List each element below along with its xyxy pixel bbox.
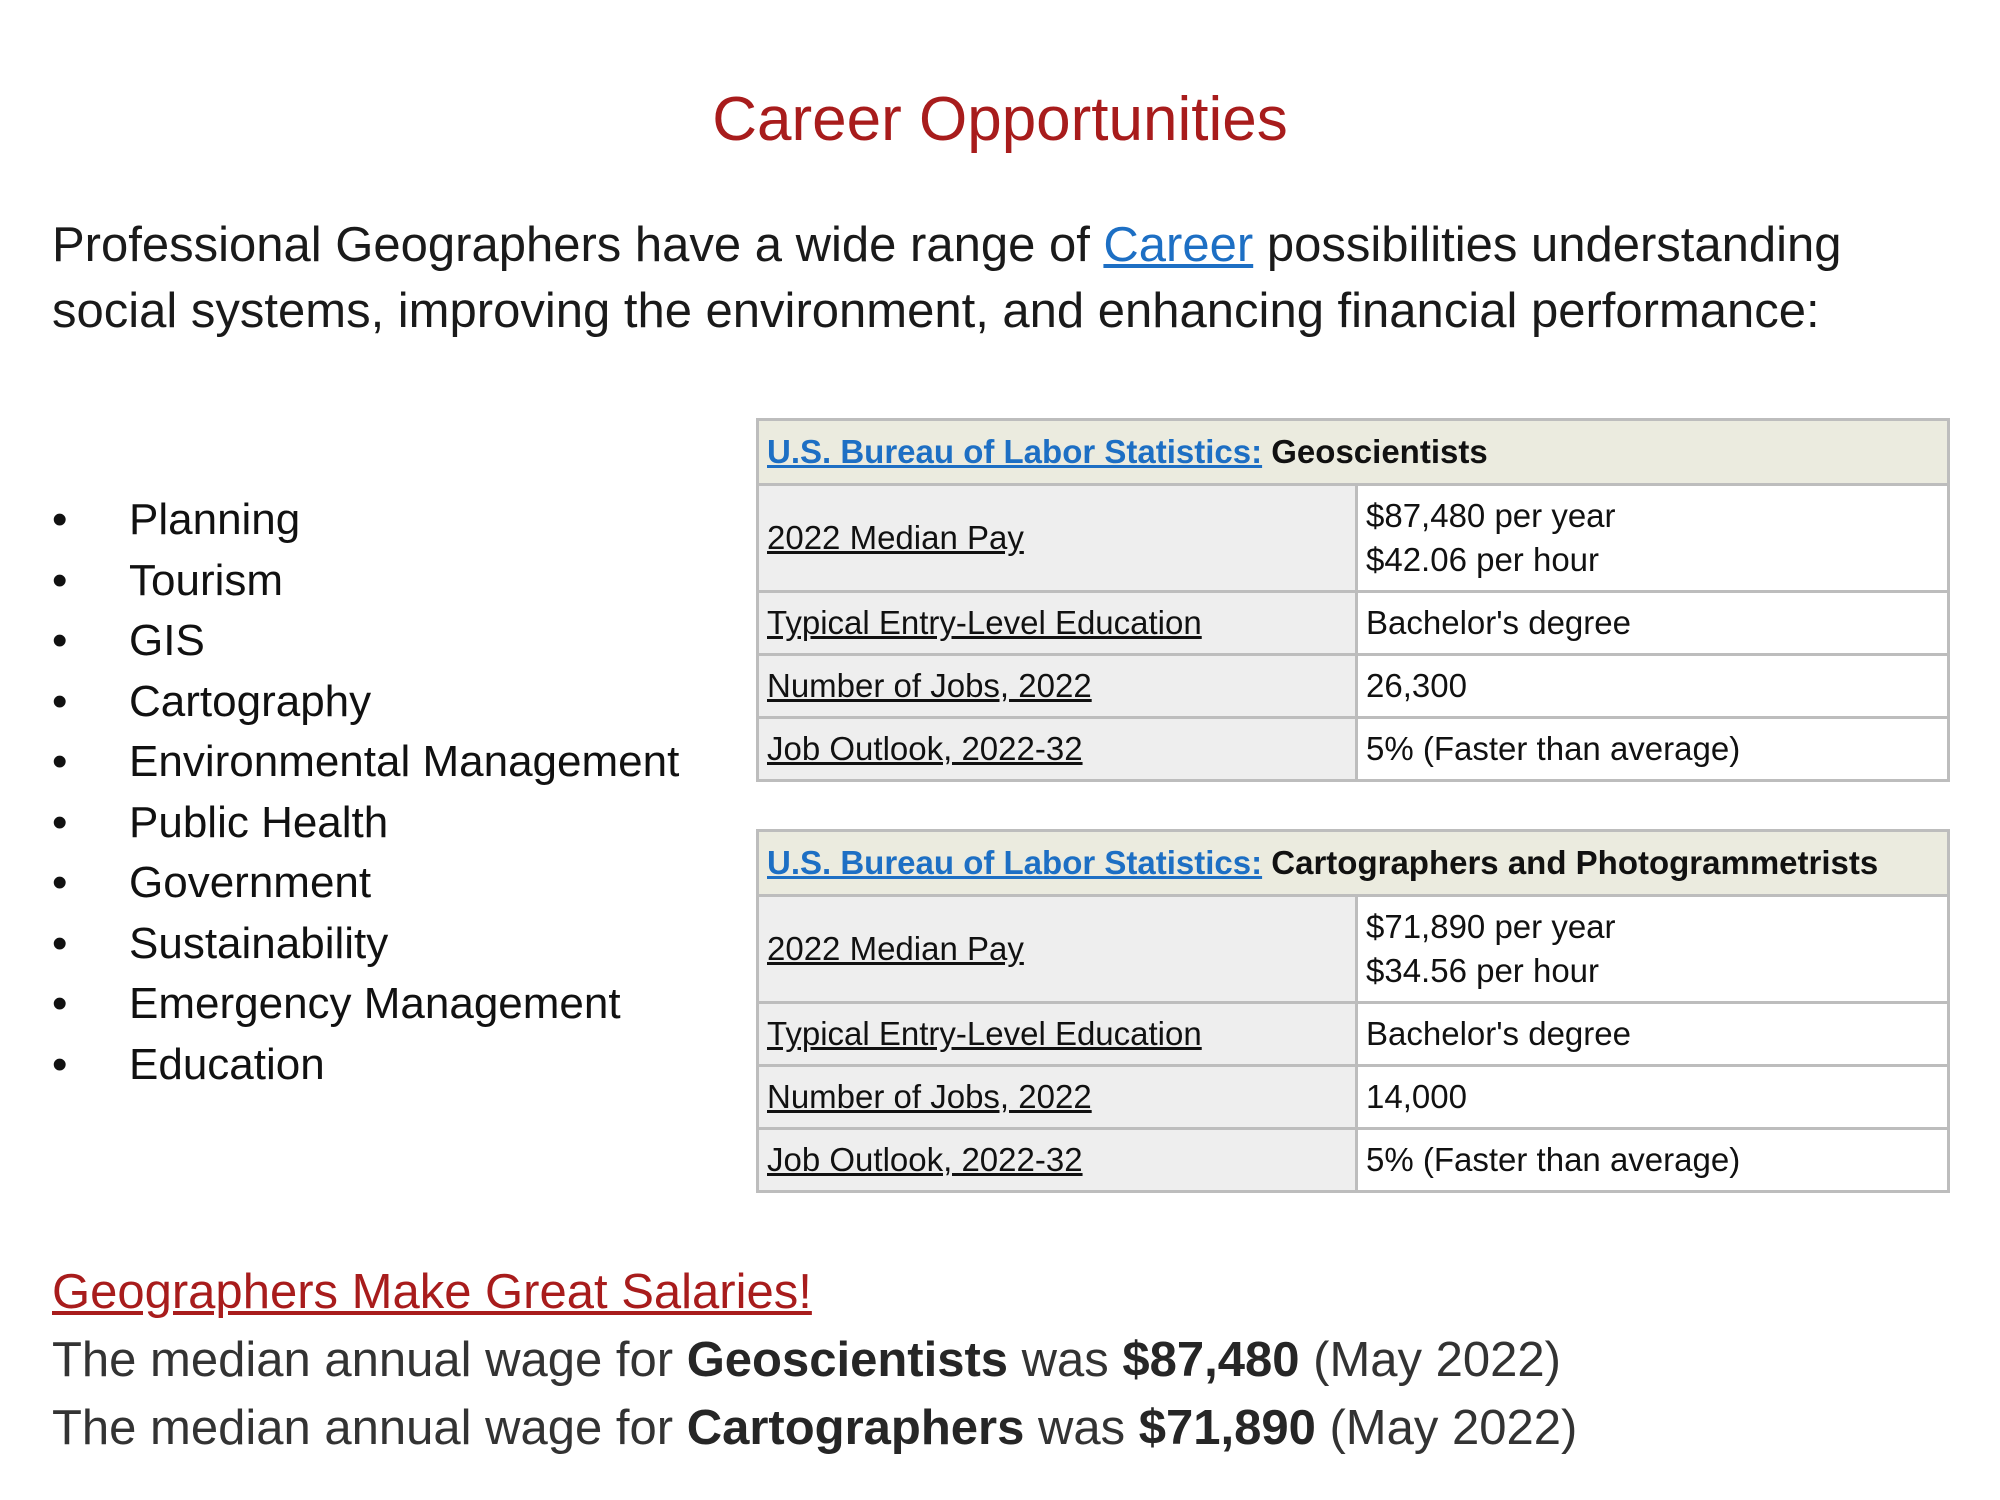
bullet-icon: •	[52, 797, 68, 847]
bls-source-link[interactable]: U.S. Bureau of Labor Statistics:	[767, 844, 1263, 881]
intro-text-end: possibilities understanding social systems, improving the environment, and enhancing financial performance:	[52, 218, 1842, 338]
geoscientists-table	[756, 418, 1950, 782]
table-row	[758, 1066, 1949, 1129]
list-item	[52, 974, 679, 1035]
bullet-icon: •	[52, 616, 68, 665]
bullet-icon: •	[52, 495, 68, 544]
bullet-icon: •	[52, 858, 68, 907]
list-item	[52, 793, 679, 854]
table-row	[758, 592, 1949, 655]
table-row	[758, 896, 1949, 1003]
intro-text-start: Professional Geographers have a wide range of	[52, 218, 1104, 272]
bullet-icon: •	[52, 555, 68, 605]
salary-section	[52, 1258, 1577, 1462]
table-header	[758, 420, 1949, 485]
career-item-label: Sustainability	[129, 918, 389, 968]
list-item	[52, 551, 679, 612]
bls-source-link[interactable]: U.S. Bureau of Labor Statistics:	[767, 433, 1263, 470]
education-value: Bachelor's degree	[1357, 1003, 1949, 1066]
salary-line-cartographers: The median annual wage for Cartographers was $71,890 (May 2022)	[52, 1401, 1578, 1455]
page-title: Career Opportunities	[712, 85, 1288, 154]
occupation-name: Cartographers and Photogrammetrists	[1271, 844, 1879, 881]
median-pay-value: $87,480 per year $42.06 per hour	[1357, 485, 1949, 592]
table-row	[758, 1003, 1949, 1066]
table-row	[758, 485, 1949, 592]
bullet-icon: •	[52, 737, 68, 786]
career-item-label: Cartography	[129, 676, 372, 726]
salary-line-geoscientists: The median annual wage for Geoscientists was $87,480 (May 2022)	[52, 1333, 1561, 1387]
list-item	[52, 672, 679, 733]
list-item	[52, 732, 679, 793]
career-list	[52, 490, 679, 1095]
career-item-label: Tourism	[129, 555, 284, 605]
education-label[interactable]: Typical Entry-Level Education	[758, 592, 1357, 655]
jobs-label[interactable]: Number of Jobs, 2022	[758, 655, 1357, 718]
outlook-label[interactable]: Job Outlook, 2022-32	[758, 718, 1357, 781]
list-item	[52, 853, 679, 914]
list-item	[52, 914, 679, 975]
intro-paragraph	[52, 212, 1972, 344]
median-pay-value: $71,890 per year $34.56 per hour	[1357, 896, 1949, 1003]
bullet-icon: •	[52, 676, 68, 726]
salary-heading: Geographers Make Great Salaries!	[52, 1265, 812, 1319]
cartographers-table	[756, 829, 1950, 1193]
outlook-label[interactable]: Job Outlook, 2022-32	[758, 1129, 1357, 1192]
career-item-label: Environmental Management	[129, 737, 680, 786]
career-item-label: Emergency Management	[129, 979, 621, 1028]
career-link[interactable]: Career	[1103, 218, 1254, 272]
education-label[interactable]: Typical Entry-Level Education	[758, 1003, 1357, 1066]
education-value: Bachelor's degree	[1357, 592, 1949, 655]
jobs-label[interactable]: Number of Jobs, 2022	[758, 1066, 1357, 1129]
table-row	[758, 1129, 1949, 1192]
list-item	[52, 1035, 679, 1096]
bullet-icon: •	[52, 918, 68, 968]
career-item-label: Planning	[129, 495, 301, 544]
career-item-label: Public Health	[129, 797, 389, 847]
bullet-icon: •	[52, 1039, 68, 1089]
career-item-label: Education	[129, 1039, 325, 1089]
table-row	[758, 718, 1949, 781]
occupation-name: Geoscientists	[1271, 433, 1488, 470]
table-row	[758, 655, 1949, 718]
median-pay-label[interactable]: 2022 Median Pay	[758, 896, 1357, 1003]
bullet-icon: •	[52, 979, 68, 1028]
list-item	[52, 611, 679, 672]
jobs-value: 26,300	[1357, 655, 1949, 718]
list-item	[52, 490, 679, 551]
career-item-label: Government	[129, 858, 372, 907]
outlook-value: 5% (Faster than average)	[1357, 718, 1949, 781]
career-item-label: GIS	[129, 616, 205, 665]
jobs-value: 14,000	[1357, 1066, 1949, 1129]
table-header	[758, 831, 1949, 896]
median-pay-label[interactable]: 2022 Median Pay	[758, 485, 1357, 592]
outlook-value: 5% (Faster than average)	[1357, 1129, 1949, 1192]
